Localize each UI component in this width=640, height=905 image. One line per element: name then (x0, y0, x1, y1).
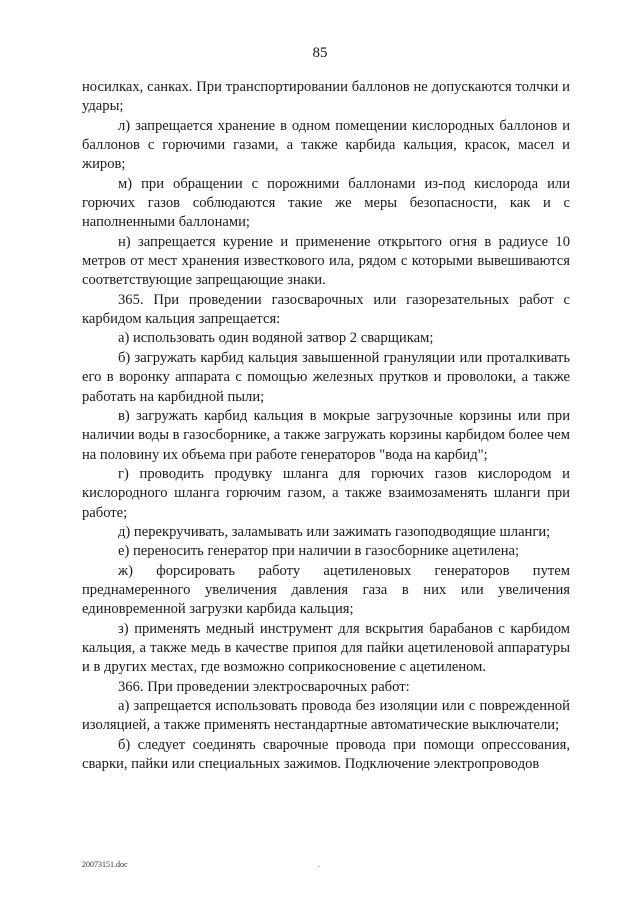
paragraph-365-d: д) перекручивать, заламывать или зажимать газоподводящие шланги; (118, 523, 551, 540)
paragraph-365-e: е) переносить генератор при наличии в газосборнике ацетилена; (118, 543, 520, 560)
footer-mark: . (318, 860, 320, 869)
paragraph-365-zh: ж) форсировать работу ацетиленовых генераторов путем преднамеренного увеличения давления газа в них или увеличения единовременной загрузки карбида кальция; (82, 562, 570, 618)
page-number: 85 (312, 45, 328, 61)
paragraph-365-z: з) применять медный инструмент для вскрытия барабанов с карбидом кальция, а также медь в качестве припоя для пайки ацетиленовой аппаратуры и в других местах, где возможно соприкосновение с ацетиленом. (82, 620, 570, 676)
paragraph-continuation: носилках, санках. При транспортировании баллонов не допускаются толчки и удары; (82, 79, 570, 115)
paragraph-365-g: г) проводить продувку шланга для горючих газов кислородом и кислородного шланга горючим газом, а также взаимозаменять шланги при работе; (82, 465, 570, 521)
paragraph-365-v: в) загружать карбид кальция в мокрые загрузочные корзины или при наличии воды в газосборнике, а также загружать корзины карбидом более чем на половину их объема при работе генераторов "вода на карбид"; (82, 407, 570, 463)
paragraph-item-l: л) запрещается хранение в одном помещении кислородных баллонов и баллонов с горючими газами, а также карбида кальция, красок, масел и жиров; (82, 117, 570, 173)
paragraph-section-366: 366. При проведении электросварочных работ: (118, 678, 410, 695)
paragraph-section-365: 365. При проведении газосварочных или газорезательных работ с карбидом кальция запрещается: (82, 291, 570, 328)
paragraph-365-b: б) загружать карбид кальция завышенной грануляции или проталкивать его в воронку аппарата с помощью железных прутков и проволоки, а также работать на карбидной пыли; (82, 349, 570, 405)
paragraph-366-b: б) следует соединять сварочные провода при помощи опрессования, сварки, пайки или специальных зажимов. Подключение электропроводов (82, 736, 570, 773)
document-body (82, 78, 570, 774)
footer-file-code: 20073151.doc (82, 860, 128, 869)
paragraph-item-n: н) запрещается курение и применение открытого огня в радиусе 10 метров от мест хранения известкового ила, рядом с которыми вывешиваются соответствующие запрещающие знаки. (82, 233, 570, 289)
paragraph-item-m: м) при обращении с порожними баллонами из-под кислорода или горючих газов соблюдаются такие же меры безопасности, как и с наполненными баллонами; (82, 175, 570, 231)
paragraph-365-a: а) использовать один водяной затвор 2 сварщикам; (118, 330, 434, 347)
paragraph-366-a: а) запрещается использовать провода без изоляции или с поврежденной изоляцией, а также применять нестандартные автоматические выключатели; (82, 698, 570, 734)
